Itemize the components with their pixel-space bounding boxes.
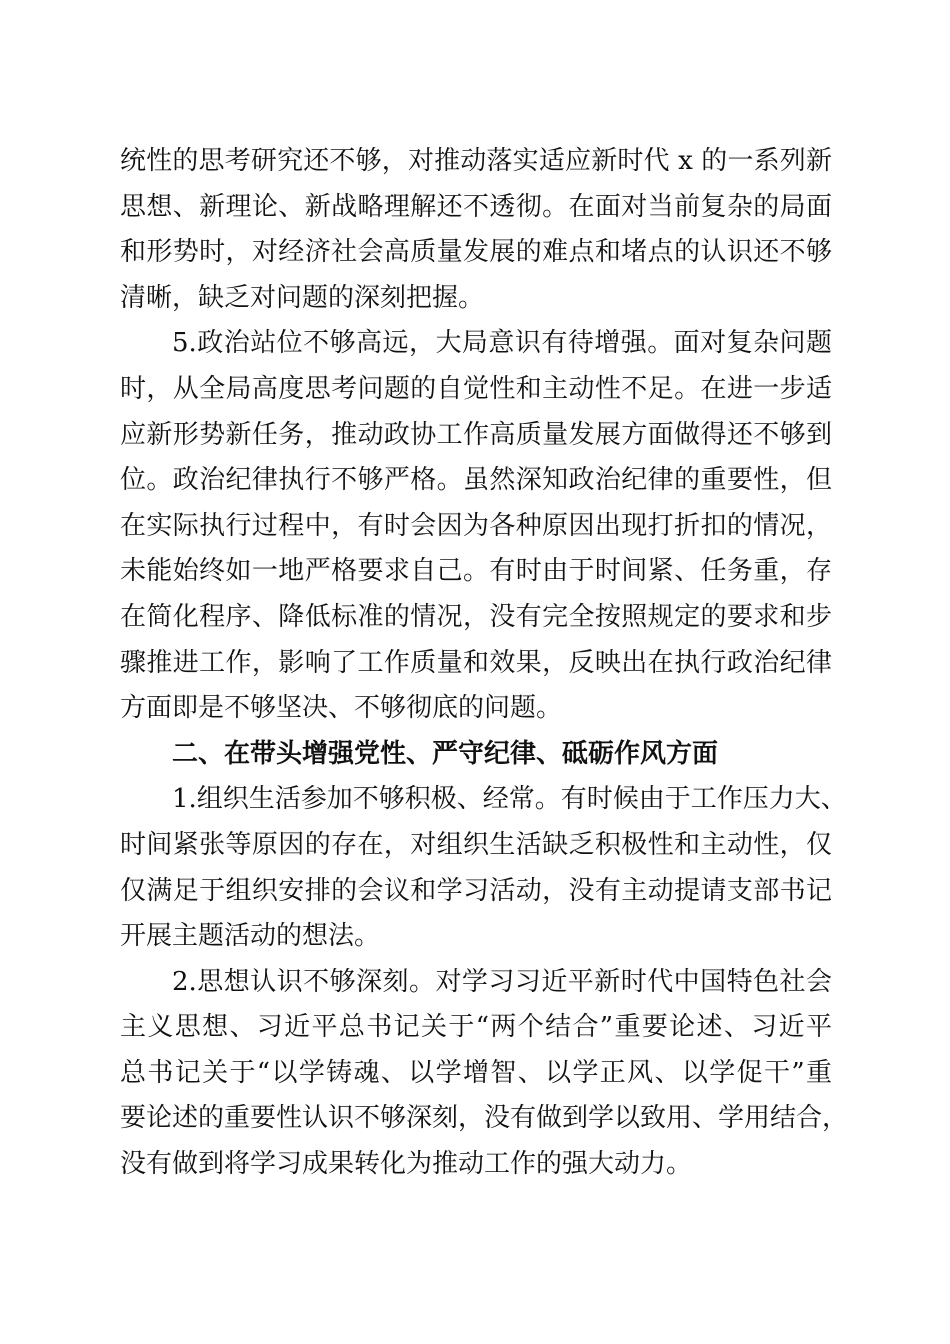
paragraph-line: 仅满足于组织安排的会议和学习活动，没有主动提请支部书记 [120,875,832,906]
paragraph-line: 没有做到将学习成果转化为推动工作的强大动力。 [120,1149,693,1180]
paragraph-line: 主义思想、习近平总书记关于“两个结合”重要论述、习近平 [120,1012,832,1043]
paragraph-line: 在实际执行过程中，有时会因为各种原因出现打折扣的情况， [120,510,832,541]
paragraph-line: 方面即是不够坚决、不够彻底的问题。 [120,693,563,724]
paragraph-line: 开展主题活动的想法。 [120,921,381,952]
section-heading: 二、在带头增强党性、严守纪律、砥砺作风方面 [172,738,719,769]
paragraph-line: 1.组织生活参加不够积极、经常。有时候由于工作压力大、 [172,784,847,815]
paragraph-line: 统性的思考研究还不够，对推动落实适应新时代 x 的一系列新 [120,146,832,176]
paragraph-line: 和形势时，对经济社会高质量发展的难点和堵点的认识还不够 [120,237,832,268]
paragraph-line: 2.思想认识不够深刻。对学习习近平新时代中国特色社会 [172,966,832,997]
paragraph-line: 清晰，缺乏对问题的深刻把握。 [120,282,485,313]
paragraph-line: 思想、新理论、新战略理解还不透彻。在面对当前复杂的局面 [120,191,832,222]
document-page [120,139,849,1188]
paragraph-line: 时间紧张等原因的存在，对组织生活缺乏积极性和主动性，仅 [120,829,832,860]
paragraph-line: 时，从全局高度思考问题的自觉性和主动性不足。在进一步适 [120,373,832,404]
paragraph-line: 在简化程序、降低标准的情况，没有完全按照规定的要求和步 [120,601,832,632]
paragraph-line: 位。政治纪律执行不够严格。虽然深知政治纪律的重要性，但 [120,465,832,496]
paragraph-line: 应新形势新任务，推动政协工作高质量发展方面做得还不够到 [120,419,832,450]
paragraph-line: 总书记关于“以学铸魂、以学增智、以学正风、以学促干”重 [120,1057,832,1088]
paragraph-line: 5.政治站位不够高远，大局意识有待增强。面对复杂问题 [172,328,832,359]
paragraph-line: 骤推进工作，影响了工作质量和效果，反映出在执行政治纪律 [120,647,832,678]
paragraph-line: 未能始终如一地严格要求自己。有时由于时间紧、任务重，存 [120,556,832,587]
paragraph-line: 要论述的重要性认识不够深刻，没有做到学以致用、学用结合， [120,1103,849,1134]
